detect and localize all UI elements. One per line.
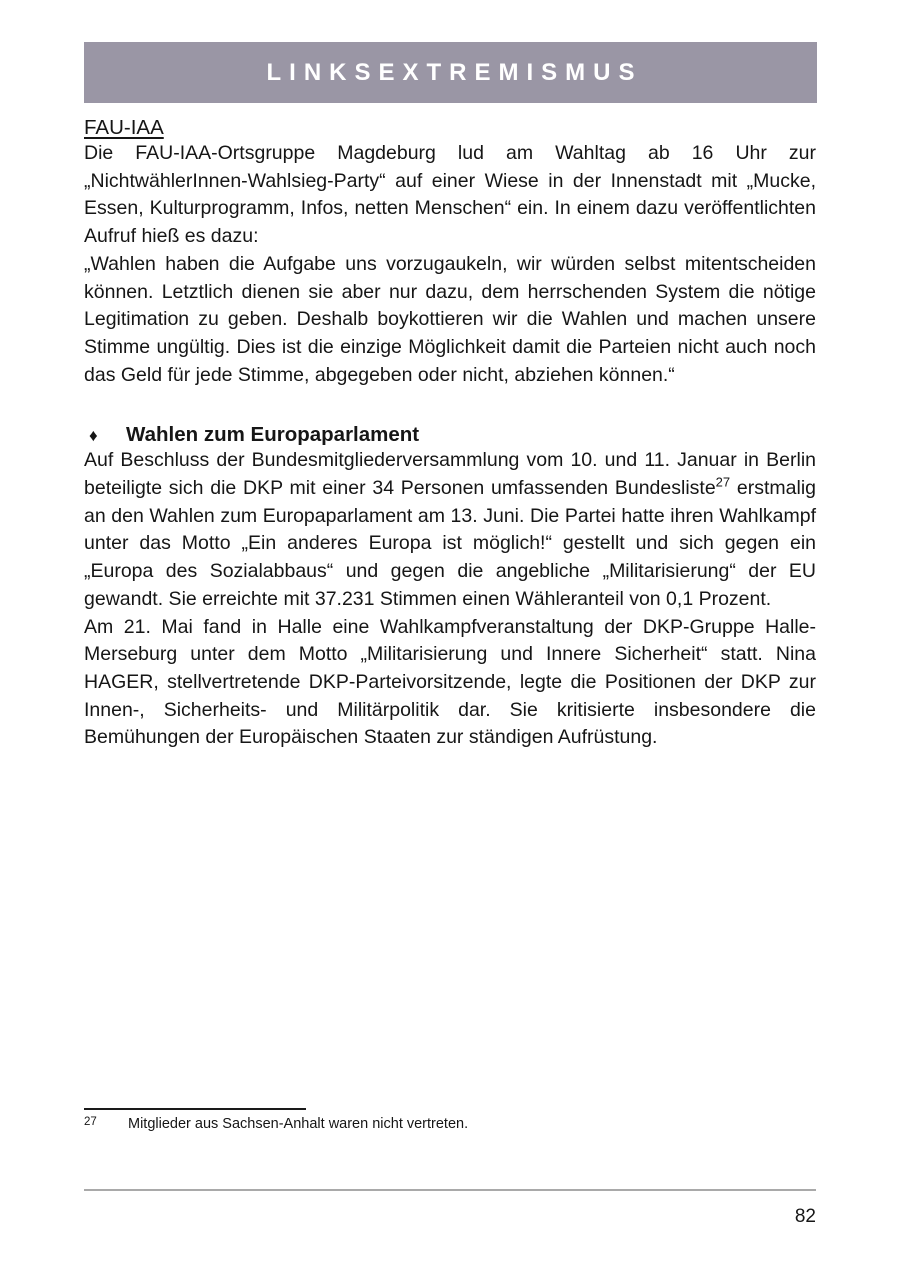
footnote-separator	[84, 1108, 306, 1110]
paragraph-halle: Am 21. Mai fand in Halle eine Wahlkampfveranstaltung der DKP-Gruppe Halle-Merseburg unter dem Motto „Militarisierung und Innere Sicherheit“ statt. Nina HAGER, stellvertretende DKP-Parteivorsitzende, legte die Positionen der DKP zur Innen-, Sicherheits- und Militärpolitik dar. Sie kritisierte insbesondere die Bemühungen der Europäischen Staaten zur ständigen Aufrüstung.	[84, 615, 816, 749]
bullet-heading-label: Wahlen zum Europaparlament	[126, 423, 420, 447]
paragraph-europaparlament-text-after: erstmalig an den Wahlen zum Europaparlament am 13. Juni. Die Partei hatte ihren Wahlkampf unter das Motto „Ein anderes Europa ist möglich!“ gestellt und sich gegen ein „Europa des Sozialabbaus“ und gegen die angebliche „Militarisierung“ der EU gewandt. Sie erreichte mit 37.231 Stimmen einen Wähleranteil von 0,1 Prozent.	[84, 477, 816, 610]
page-number: 82	[794, 1206, 816, 1227]
footnote-area	[84, 1108, 816, 1134]
banner-title: LINKSEXTREMISMUS	[266, 58, 643, 86]
diamond-bullet-icon: ♦	[89, 426, 98, 446]
footnote-text: Mitglieder aus Sachsen-Anhalt waren nicht vertreten.	[128, 1116, 469, 1132]
footnote-reference-27: 27	[715, 474, 731, 490]
quote-block: „Wahlen haben die Aufgabe uns vorzugaukeln, wir würden selbst mitentscheiden können. Letztlich dienen sie aber nur dazu, dem herrschenden System die nötige Legitimation zu geben. Deshalb boykottieren wir die Wahlen und machen unsere Stimme ungültig. Dies ist die einzige Möglichkeit damit die Parteien nicht auch noch das Geld für jede Stimme, abgegeben oder nicht, abziehen können.“	[84, 252, 816, 386]
section-heading: FAU-IAA	[84, 116, 164, 139]
footnote-number: 27	[84, 1116, 97, 1128]
footnote	[84, 1115, 816, 1134]
paragraph-intro: Die FAU-IAA-Ortsgruppe Magdeburg lud am Wahltag ab 16 Uhr zur „NichtwählerInnen-Wahlsieg-Party“ auf einer Wiese in der Innenstadt mit „Mucke, Essen, Kulturprogramm, Infos, netten Menschen“ ein. In einem dazu veröffentlichten Aufruf hieß es dazu:	[84, 142, 816, 248]
paragraph-europaparlament-text-before: Auf Beschluss der Bundesmitgliederversammlung vom 10. und 11. Januar in Berlin beteiligte sich die DKP mit einer 34 Personen umfassenden Bundesliste	[84, 449, 816, 500]
page-content	[84, 116, 816, 752]
footer-rule	[84, 1189, 816, 1191]
bullet-heading	[84, 423, 816, 447]
section-banner	[84, 42, 817, 103]
paragraph-europaparlament	[84, 447, 816, 613]
